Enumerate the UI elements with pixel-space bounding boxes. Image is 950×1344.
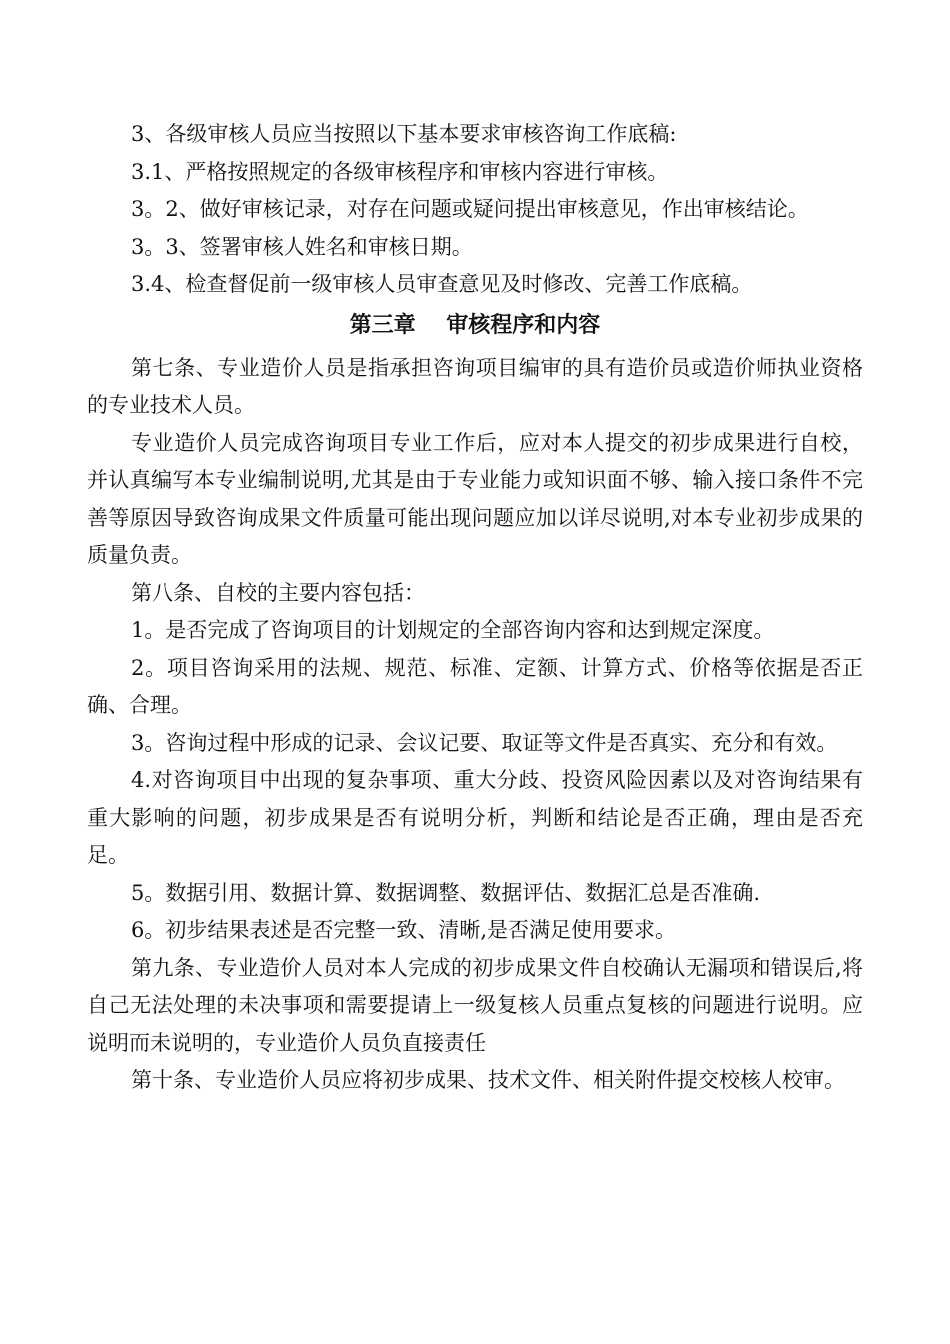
document-body <box>87 116 863 1100</box>
article-8-item-6: 6。初步结果表述是否完整一致、清晰,是否满足使用要求。 <box>131 918 677 942</box>
chapter-heading: 第三章 审核程序和内容 <box>349 312 601 338</box>
clause-3-1: 3.1、严格按照规定的各级审核程序和审核内容进行审核。 <box>131 159 669 184</box>
article-9: 第九条、专业造价人员对本人完成的初步成果文件自校确认无漏项和错误后,将自己无法处理的未决事项和需要提请上一级复核人员重点复核的问题进行说明。应说明而未说明的，专业造价人员负直接责任 <box>87 955 863 1055</box>
article-8-item-4: 4.对咨询项目中出现的复杂事项、重大分歧、投资风险因素以及对咨询结果有重大影响的问题，初步成果是否有说明分析，判断和结论是否正确，理由是否充足。 <box>87 768 863 867</box>
article-8-item-3: 3。咨询过程中形成的记录、会议记要、取证等文件是否真实、充分和有效。 <box>131 730 838 755</box>
article-7: 第七条、专业造价人员是指承担咨询项目编审的具有造价员或造价师执业资格的专业技术人员。 <box>87 355 863 417</box>
clause-3-2: 3。2、做好审核记录，对存在问题或疑问提出审核意见，作出审核结论。 <box>131 197 809 221</box>
clause-3-3: 3。3、签署审核人姓名和审核日期。 <box>131 234 473 259</box>
clause-3-4: 3.4、检查督促前一级审核人员审查意见及时修改、完善工作底稿。 <box>131 272 753 296</box>
article-8: 第八条、自校的主要内容包括： <box>131 580 425 605</box>
article-10: 第十条、专业造价人员应将初步成果、技术文件、相关附件提交校核人校审。 <box>131 1068 845 1092</box>
article-8-item-1: 1。是否完成了咨询项目的计划规定的全部咨询内容和达到规定深度。 <box>131 618 775 642</box>
article-7-detail: 专业造价人员完成咨询项目专业工作后，应对本人提交的初步成果进行自校，并认真编写本专业编制说明,尤其是由于专业能力或知识面不够、输入接口条件不完善等原因导致咨询成果文件质量可能出现问题应加以详尽说明,对本专业初步成果的质量负责。 <box>87 430 863 567</box>
article-8-item-2: 2。项目咨询采用的法规、规范、标准、定额、计算方式、价格等依据是否正确、合理。 <box>87 655 863 717</box>
article-8-item-5: 5。数据引用、数据计算、数据调整、数据评估、数据汇总是否准确. <box>131 880 761 905</box>
clause-3-intro: 3、各级审核人员应当按照以下基本要求审核咨询工作底稿: <box>131 122 677 146</box>
